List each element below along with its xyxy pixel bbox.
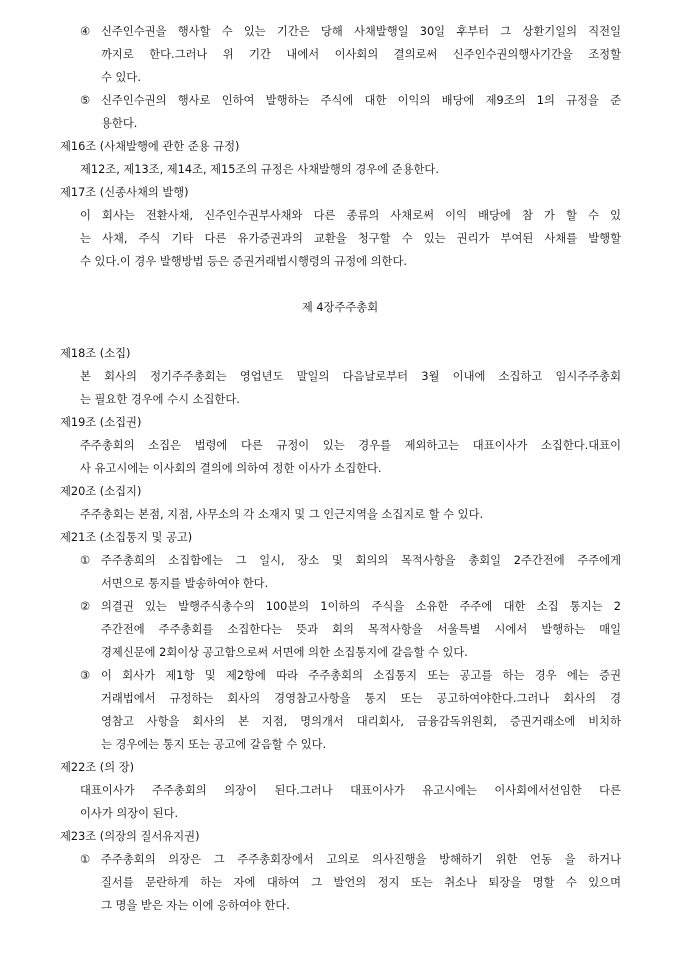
paragraph-line: 서면으로 통지를 발송하여야 한다.: [101, 577, 269, 590]
paragraph-marker-3: ③: [80, 669, 91, 682]
article-body-line: 수 있다.이 경우 발행방법 등은 증권거래법시행령의 규정에 의한다.: [80, 255, 407, 268]
paragraph-marker-2: ②: [80, 600, 91, 613]
paragraph-line: 주간전에 주주총회를 소집한다는 뜻과 회의 목적사항을 서울특별 시에서 발행하는 매일: [101, 623, 621, 636]
article-title: 제23조 (의장의 질서유지권): [60, 830, 200, 843]
paragraph-line: 신주인수권을 행사할 수 있는 기간은 당해 사채발행일 30일 후부터 그 상환기일의 직전일: [101, 25, 621, 38]
paragraph-line: 수 있다.: [101, 71, 141, 84]
article-title: 제21조 (소집통지 및 공고): [60, 531, 193, 544]
paragraph-marker-1: ①: [80, 554, 91, 567]
article-body-line: 는 필요한 경우에 수시 소집한다.: [80, 393, 240, 406]
article-title: 제18조 (소집): [60, 347, 131, 360]
paragraph-line: 질서를 문란하게 하는 자에 대하여 그 발언의 정지 또는 취소나 퇴장을 명할 수 있으며: [101, 876, 621, 889]
paragraph-marker-4: ④: [80, 25, 91, 38]
article-body-line: 는 사채, 주식 기타 다른 유가증권과의 교환을 청구할 수 있는 권리가 부여된 사채를 발행할: [80, 232, 621, 245]
article-body-line: 이 회사는 전환사채, 신주인수권부사채와 다른 종류의 사채로써 이익 배당에 참 가 할 수 있: [80, 209, 621, 222]
paragraph-marker-1: ①: [80, 853, 91, 866]
paragraph-line: 영참고 사항을 회사의 본 지점, 명의개서 대리회사, 금융감독위원회, 증권거래소에 비치하: [101, 715, 621, 728]
paragraph-line: 이 회사가 제1항 및 제2항에 따라 주주총회의 소집통지 또는 공고를 하는 경우 에는 증권: [101, 669, 621, 682]
article-body-line: 대표이사가 주주총회의 의장이 된다.그러나 대표이사가 유고시에는 이사회에서선임한 다른: [80, 784, 621, 797]
article-body-line: 이사가 의장이 된다.: [80, 807, 179, 820]
paragraph-line: 거래법에서 규정하는 회사의 경영참고사항을 통지 또는 공고하여야한다.그러나 회사의 경: [101, 692, 621, 705]
paragraph-line: 용한다.: [101, 117, 138, 130]
paragraph-line: 주주총희의 소집함에는 그 일시, 장소 및 회의의 목적사항을 총회일 2주간전에 주주에게: [101, 554, 621, 567]
article-body-line: 주주총회는 본점, 지점, 사무소의 각 소재지 및 그 인근지역을 소집지로 할 수 있다.: [80, 508, 484, 521]
chapter-heading: 제 4장주주총회: [301, 301, 379, 314]
paragraph-marker-5: ⑤: [80, 94, 91, 107]
article-body-line: 본 회사의 정기주주총회는 영업년도 말일의 다음날로부터 3월 이내에 소집하고 임시주주총회: [80, 370, 621, 383]
article-body-line: 사 유고시에는 이사회의 결의에 의하여 정한 이사가 소집한다.: [80, 462, 382, 475]
article-title: 제17조 (신종사채의 발행): [60, 186, 189, 199]
article-title: 제19조 (소집권): [60, 416, 142, 429]
paragraph-line: 주주총회의 의장은 그 주주총회장에서 고의로 의사진행을 방해하기 위한 언동 을 하거나: [101, 853, 621, 866]
paragraph-line: 의결권 있는 발행주식총수의 100분의 1이하의 주식을 소유한 주주에 대한 소집 통지는 2: [101, 600, 621, 613]
paragraph-line: 경제신문에 2회이상 공고함으로써 서면에 의한 소집통지에 갈음할 수 있다.: [101, 646, 468, 659]
paragraph-line: 까지로 한다.그러나 위 기간 내에서 이사회의 결의로써 신주인수권의행사기간을 조정할: [101, 48, 621, 61]
article-title: 제16조 (사채발행에 관한 준용 규정): [60, 140, 240, 153]
article-title: 제22조 (의 장): [60, 761, 135, 774]
paragraph-line: 는 경우에는 통지 또는 공고에 갈음할 수 있다.: [101, 738, 327, 751]
paragraph-line: 그 명을 받은 자는 이에 응하여야 한다.: [101, 899, 290, 912]
article-body-line: 주주총회의 소집은 법령에 다른 규정이 있는 경우를 제외하고는 대표이사가 소집한다.대표이: [80, 439, 621, 452]
article-title: 제20조 (소집지): [60, 485, 142, 498]
article-body-line: 제12조, 제13조, 제14조, 제15조의 규정은 사채발행의 경우에 준용한다.: [80, 163, 439, 176]
paragraph-line: 신주인수권의 행사로 인하여 발행하는 주식에 대한 이익의 배당에 제9조의 1의 규정을 준: [101, 94, 621, 107]
